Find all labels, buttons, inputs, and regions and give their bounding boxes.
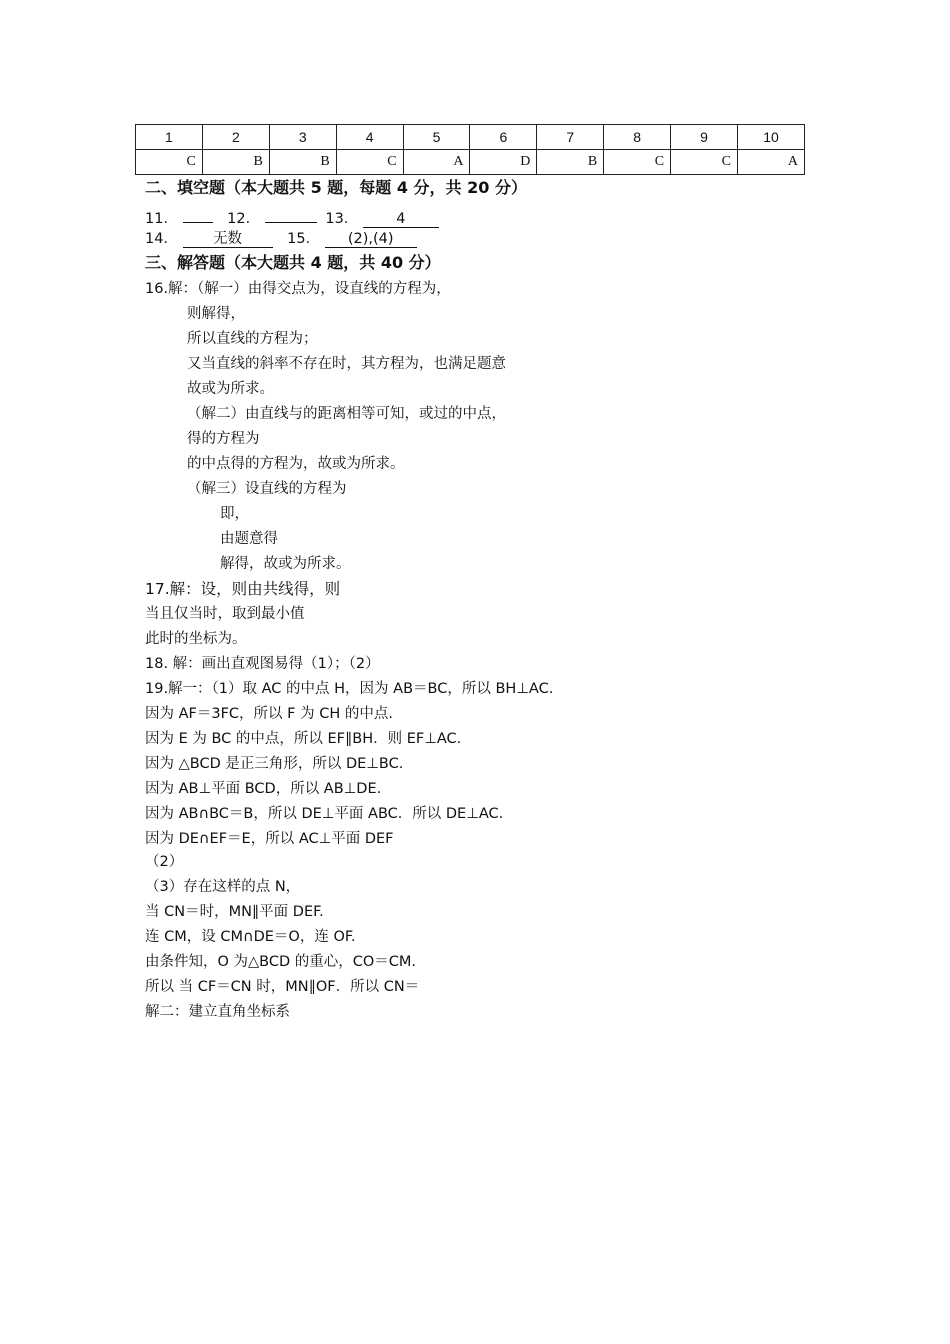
solution-line: 所以直线的方程为； bbox=[187, 331, 318, 347]
question-number: 7 bbox=[537, 125, 604, 150]
solution-line: 则解得， bbox=[187, 306, 245, 322]
solution-line: 17.解：设，则由共线得，则 bbox=[145, 580, 341, 598]
fill-blank-row-2 bbox=[145, 229, 417, 249]
section2-heading: 二、填空题（本大题共 5 题，每题 4 分，共 20 分） bbox=[145, 178, 527, 197]
question-number: 9 bbox=[671, 125, 738, 150]
solution-line: 解得，故或为所求。 bbox=[220, 556, 351, 572]
section3-heading: 三、解答题（本大题共 4 题，共 40 分） bbox=[145, 253, 441, 272]
answer-cell: A bbox=[738, 150, 805, 175]
solution-line: 解二：建立直角坐标系 bbox=[145, 1004, 290, 1020]
answer-cell: D bbox=[470, 150, 537, 175]
answer-table-answer-row bbox=[136, 150, 805, 175]
answer-cell: C bbox=[604, 150, 671, 175]
solution-line: 即， bbox=[220, 506, 249, 522]
solution-line: 所以 当 CF＝CN 时，MN∥OF．所以 CN＝ bbox=[145, 979, 420, 995]
q15-answer: (2),(4) bbox=[325, 229, 417, 248]
answer-cell: C bbox=[136, 150, 203, 175]
question-number: 10 bbox=[738, 125, 805, 150]
question-number: 4 bbox=[336, 125, 403, 150]
solution-line: 此时的坐标为。 bbox=[145, 631, 247, 647]
solution-line: 因为 AF＝3FC，所以 F 为 CH 的中点. bbox=[145, 706, 393, 722]
q15-label: 15． bbox=[287, 231, 321, 247]
q13-answer: 4 bbox=[363, 209, 439, 228]
solution-line: 连 CM，设 CM∩DE＝O，连 OF. bbox=[145, 929, 356, 945]
question-number: 2 bbox=[202, 125, 269, 150]
solution-line: （解三）设直线的方程为 bbox=[187, 481, 347, 497]
answer-cell: C bbox=[336, 150, 403, 175]
solution-line: 16.解：（解一）由得交点为，设直线的方程为， bbox=[145, 281, 451, 297]
solution-line: 因为 DE∩EF＝E，所以 AC⊥平面 DEF bbox=[145, 831, 394, 847]
solution-line: 得的方程为 bbox=[187, 431, 260, 447]
question-number: 8 bbox=[604, 125, 671, 150]
solution-line: 由题意得 bbox=[220, 531, 278, 547]
question-number: 3 bbox=[269, 125, 336, 150]
solution-line: （3）存在这样的点 N， bbox=[145, 879, 301, 895]
solution-line: 因为 E 为 BC 的中点，所以 EF∥BH．则 EF⊥AC. bbox=[145, 731, 462, 747]
answer-cell: C bbox=[671, 150, 738, 175]
solution-line: 18. 解：画出直观图易得（1）；（2） bbox=[145, 656, 380, 672]
solution-line: 当 CN＝时，MN∥平面 DEF. bbox=[145, 904, 324, 920]
q13-label: 13． bbox=[325, 211, 359, 227]
q14-answer: 无数 bbox=[183, 229, 273, 248]
solution-line: （2） bbox=[145, 854, 184, 870]
solution-line: 因为 AB∩BC＝B，所以 DE⊥平面 ABC．所以 DE⊥AC. bbox=[145, 806, 504, 822]
question-number: 5 bbox=[403, 125, 470, 150]
solution-line: 因为 △BCD 是正三角形，所以 DE⊥BC. bbox=[145, 756, 404, 772]
answer-cell: A bbox=[403, 150, 470, 175]
q11-label: 11． bbox=[145, 211, 178, 227]
question-number: 6 bbox=[470, 125, 537, 150]
solution-line: 故或为所求。 bbox=[187, 381, 274, 397]
solution-line: 由条件知，O 为△BCD 的重心，CO＝CM. bbox=[145, 954, 417, 970]
fill-blank-row-1 bbox=[145, 204, 439, 229]
solution-line: 又当直线的斜率不存在时，其方程为，也满足题意 bbox=[187, 356, 506, 372]
q12-blank bbox=[265, 204, 317, 223]
q12-label: 12． bbox=[227, 211, 261, 227]
answer-cell: B bbox=[269, 150, 336, 175]
q11-blank bbox=[183, 204, 213, 223]
answer-cell: B bbox=[202, 150, 269, 175]
answer-table-number-row bbox=[136, 125, 805, 150]
answer-cell: B bbox=[537, 150, 604, 175]
solution-line: （解二）由直线与的距离相等可知，或过的中点， bbox=[187, 406, 506, 422]
question-number: 1 bbox=[136, 125, 203, 150]
solution-line: 19.解一：（1）取 AC 的中点 H，因为 AB＝BC，所以 BH⊥AC. bbox=[145, 681, 554, 697]
q14-label: 14． bbox=[145, 231, 178, 247]
solution-line: 当且仅当时，取到最小值 bbox=[145, 606, 305, 622]
answer-table bbox=[135, 124, 805, 175]
solution-line: 的中点得的方程为，故或为所求。 bbox=[187, 456, 405, 472]
solution-line: 因为 AB⊥平面 BCD，所以 AB⊥DE. bbox=[145, 781, 382, 797]
